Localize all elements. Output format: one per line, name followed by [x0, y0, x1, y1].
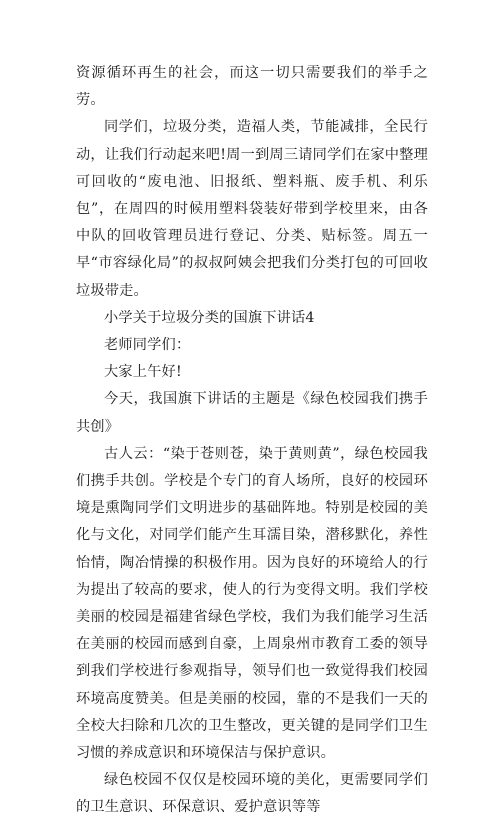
paragraph-call-to-action: 同学们，垃圾分类，造福人类，节能减排，全民行动，让我们行动起来吧!周一到周三请同学们在家中整理可回收的“废电池、旧报纸、塑料瓶、废手机、利乐包”，在周四的时候用塑料袋装好带到学校里来，由各中队的回收管理员进行登记、分类、贴标签。周五一早“市容绿化局”的叔叔阿姨会把我们分类打包的可回收垃圾带走。 — [76, 119, 428, 299]
speech-greeting: 大家上午好! — [104, 364, 182, 381]
document-body — [76, 60, 428, 822]
paragraph-closing: 绿色校园不仅仅是校园环境的美化，更需要同学们的卫生意识、环保意识、爱护意识等等 — [76, 772, 428, 816]
speech-salutation: 老师同学们： — [104, 337, 191, 354]
speech-theme: 今天，我国旗下讲话的主题是《绿色校园我们携手共创》 — [76, 391, 428, 435]
paragraph-intro-end: 资源循环再生的社会，而这一切只需要我们的举手之劳。 — [76, 65, 428, 109]
speech-title: 小学关于垃圾分类的国旗下讲话4 — [104, 309, 315, 326]
paragraph-green-campus: 古人云：“染于苍则苍，染于黄则黄”，绿色校园我们携手共创。学校是个专门的育人场所，良好的校园环境是熏陶同学们文明进步的基础阵地。特别是校园的美化与文化，对同学们能产生耳濡目染，潜移默化，养性怡情，陶冶情操的积极作用。因为良好的环境给人的行为提出了较高的要求，使人的行为变得文明。我们学校美丽的校园是福建省绿色学校，我们为我们能学习生活在美丽的校园而感到自豪，上周泉州市教育工委的领导到我们学校进行参观指导，领导们也一致觉得我们校园环境高度赞美。但是美丽的校园，靠的不是我们一天的全校大扫除和几次的卫生整改，更关键的是同学们卫生习惯的养成意识和环境保洁与保护意识。 — [76, 445, 428, 762]
